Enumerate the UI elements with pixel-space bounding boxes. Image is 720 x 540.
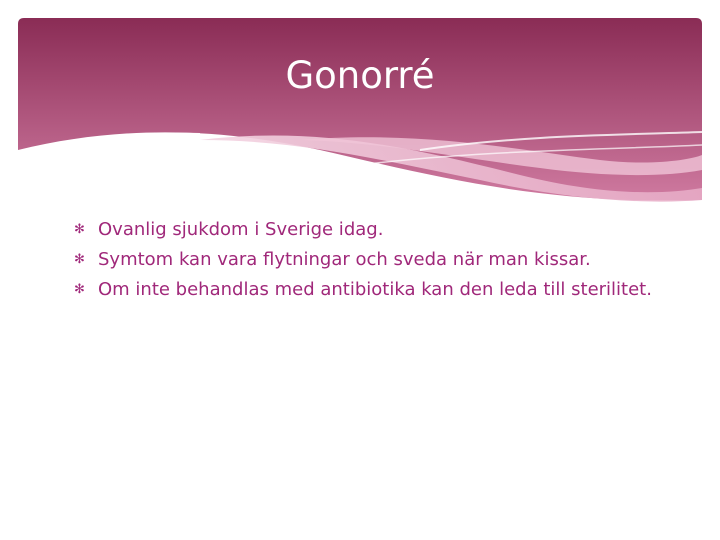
bullet-text: Ovanlig sjukdom i Sverige idag. bbox=[98, 219, 384, 240]
bullet-text: Symtom kan vara flytningar och sveda när man kissar. bbox=[98, 249, 591, 270]
bullet-list bbox=[74, 215, 654, 305]
asterisk-bullet-icon: ✻ bbox=[74, 252, 85, 267]
bullet-item bbox=[74, 215, 654, 245]
bullet-item bbox=[74, 275, 654, 305]
slide-title: Gonorré bbox=[285, 54, 435, 97]
asterisk-bullet-icon: ✻ bbox=[74, 222, 85, 237]
bullet-item bbox=[74, 245, 654, 275]
asterisk-bullet-icon: ✻ bbox=[74, 282, 85, 297]
bullet-text: Om inte behandlas med antibiotika kan den leda till sterilitet. bbox=[98, 279, 652, 300]
header-wave-banner bbox=[0, 0, 720, 210]
